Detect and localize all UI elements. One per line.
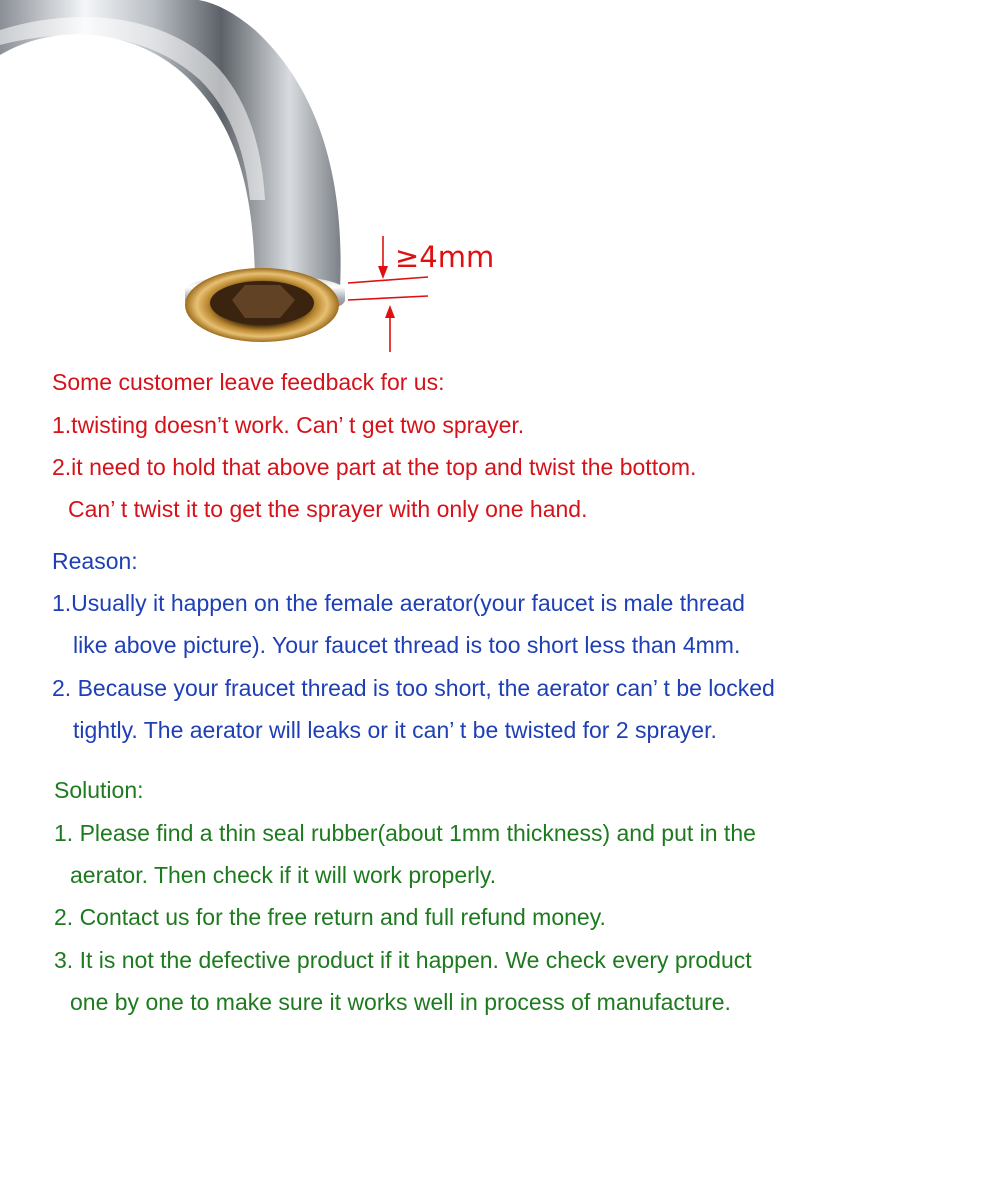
faucet-spout-illustration	[0, 0, 520, 360]
feedback-line: 1.twisting doesn’t work. Can’ t get two sprayer.	[52, 412, 525, 438]
solution-line: 1. Please find a thin seal rubber(about 1mm thickness) and put in the	[54, 820, 756, 846]
feedback-line: Can’ t twist it to get the sprayer with only one hand.	[68, 496, 588, 522]
reason-line: 1.Usually it happen on the female aerator(your faucet is male thread	[52, 590, 745, 616]
solution-line: 2. Contact us for the free return and full refund money.	[54, 904, 606, 930]
solution-heading: Solution:	[54, 777, 144, 803]
solution-line: one by one to make sure it works well in process of manufacture.	[70, 989, 731, 1015]
reason-heading: Reason:	[52, 548, 138, 574]
reason-line: 2. Because your fraucet thread is too short, the aerator can’ t be locked	[52, 675, 775, 701]
solution-line: aerator. Then check if it will work properly.	[70, 862, 497, 888]
feedback-heading: Some customer leave feedback for us:	[52, 369, 445, 395]
reason-line: tightly. The aerator will leaks or it can’ t be twisted for 2 sprayer.	[73, 717, 717, 743]
feedback-line: 2.it need to hold that above part at the top and twist the bottom.	[52, 454, 697, 480]
solution-line: 3. It is not the defective product if it happen. We check every product	[54, 947, 752, 973]
measurement-label: ≥4mm	[395, 240, 495, 274]
reason-line: like above picture). Your faucet thread is too short less than 4mm.	[73, 632, 741, 658]
